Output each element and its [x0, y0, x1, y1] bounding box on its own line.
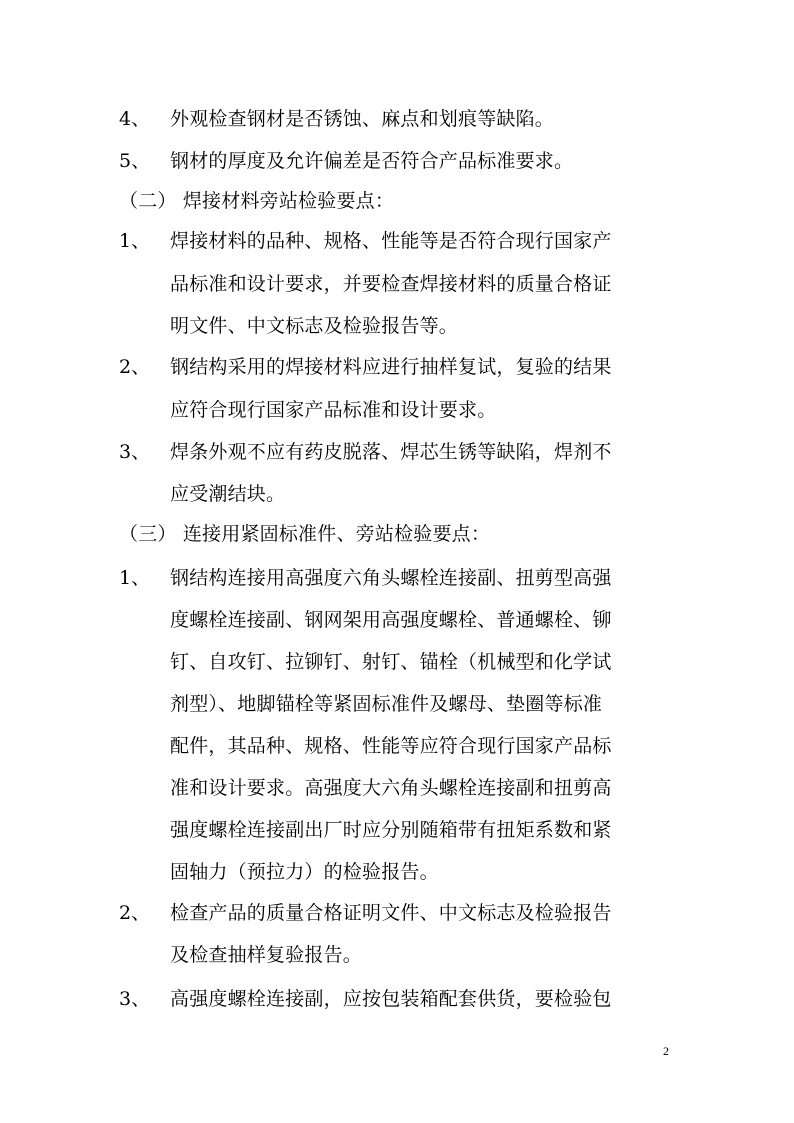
item-text: 钢材的厚度及允许偏差是否符合产品标准要求。	[170, 150, 574, 172]
item-text-line: 应符合现行国家产品标准和设计要求。	[170, 399, 497, 421]
item-text-line: 检查产品的质量合格证明文件、中文标志及检验报告	[170, 902, 612, 924]
item-text-line: 度螺栓连接副、钢网架用高强度螺栓、普通螺栓、铆	[170, 609, 612, 631]
item-text-line: 钉、自攻钉、拉铆钉、射钉、锚栓（机械型和化学试	[170, 651, 612, 673]
item-text-line: 准和设计要求。高强度大六角头螺栓连接副和扭剪高	[170, 777, 612, 799]
item-number: 4、	[119, 108, 151, 130]
item-number: 3、	[119, 441, 151, 463]
item-text-line: 钢结构采用的焊接材料应进行抽样复试，复验的结果	[170, 356, 612, 378]
page-number: 2	[663, 1044, 669, 1058]
item-text-line: 及检查抽样复验报告。	[170, 944, 363, 966]
item-text-line: 品标准和设计要求，并要检查焊接材料的质量合格证	[170, 273, 612, 295]
item-text-line: 配件，其品种、规格、性能等应符合现行国家产品标	[170, 735, 612, 757]
item-text: 外观检查钢材是否锈蚀、麻点和划痕等缺陷。	[170, 108, 555, 130]
item-number: 2、	[119, 356, 151, 378]
item-text-line: 钢结构连接用高强度六角头螺栓连接副、扭剪型高强	[170, 567, 612, 589]
item-text-line: 剂型）、地脚锚栓等紧固标准件及螺母、垫圈等标准	[170, 693, 603, 715]
item-number: 1、	[119, 230, 151, 252]
item-number: 2、	[119, 902, 151, 924]
item-number: 5、	[119, 150, 151, 172]
item-text-line: 高强度螺栓连接副，应按包装箱配套供货，要检验包	[170, 988, 612, 1010]
item-text-line: 固轴力（预拉力）的检验报告。	[170, 861, 439, 883]
item-text-line: 应受潮结块。	[170, 483, 286, 505]
item-number: 3、	[119, 988, 151, 1010]
section-heading: （三） 连接用紧固标准件、旁站检验要点：	[119, 523, 491, 545]
item-text-line: 焊条外观不应有药皮脱落、焊芯生锈等缺陷，焊剂不	[170, 441, 612, 463]
item-text-line: 强度螺栓连接副出厂时应分别随箱带有扭矩系数和紧	[170, 819, 612, 841]
item-text-line: 焊接材料的品种、规格、性能等是否符合现行国家产	[170, 230, 612, 252]
section-heading: （二） 焊接材料旁站检验要点：	[119, 190, 395, 212]
item-number: 1、	[119, 567, 151, 589]
item-text-line: 明文件、中文标志及检验报告等。	[170, 315, 459, 337]
